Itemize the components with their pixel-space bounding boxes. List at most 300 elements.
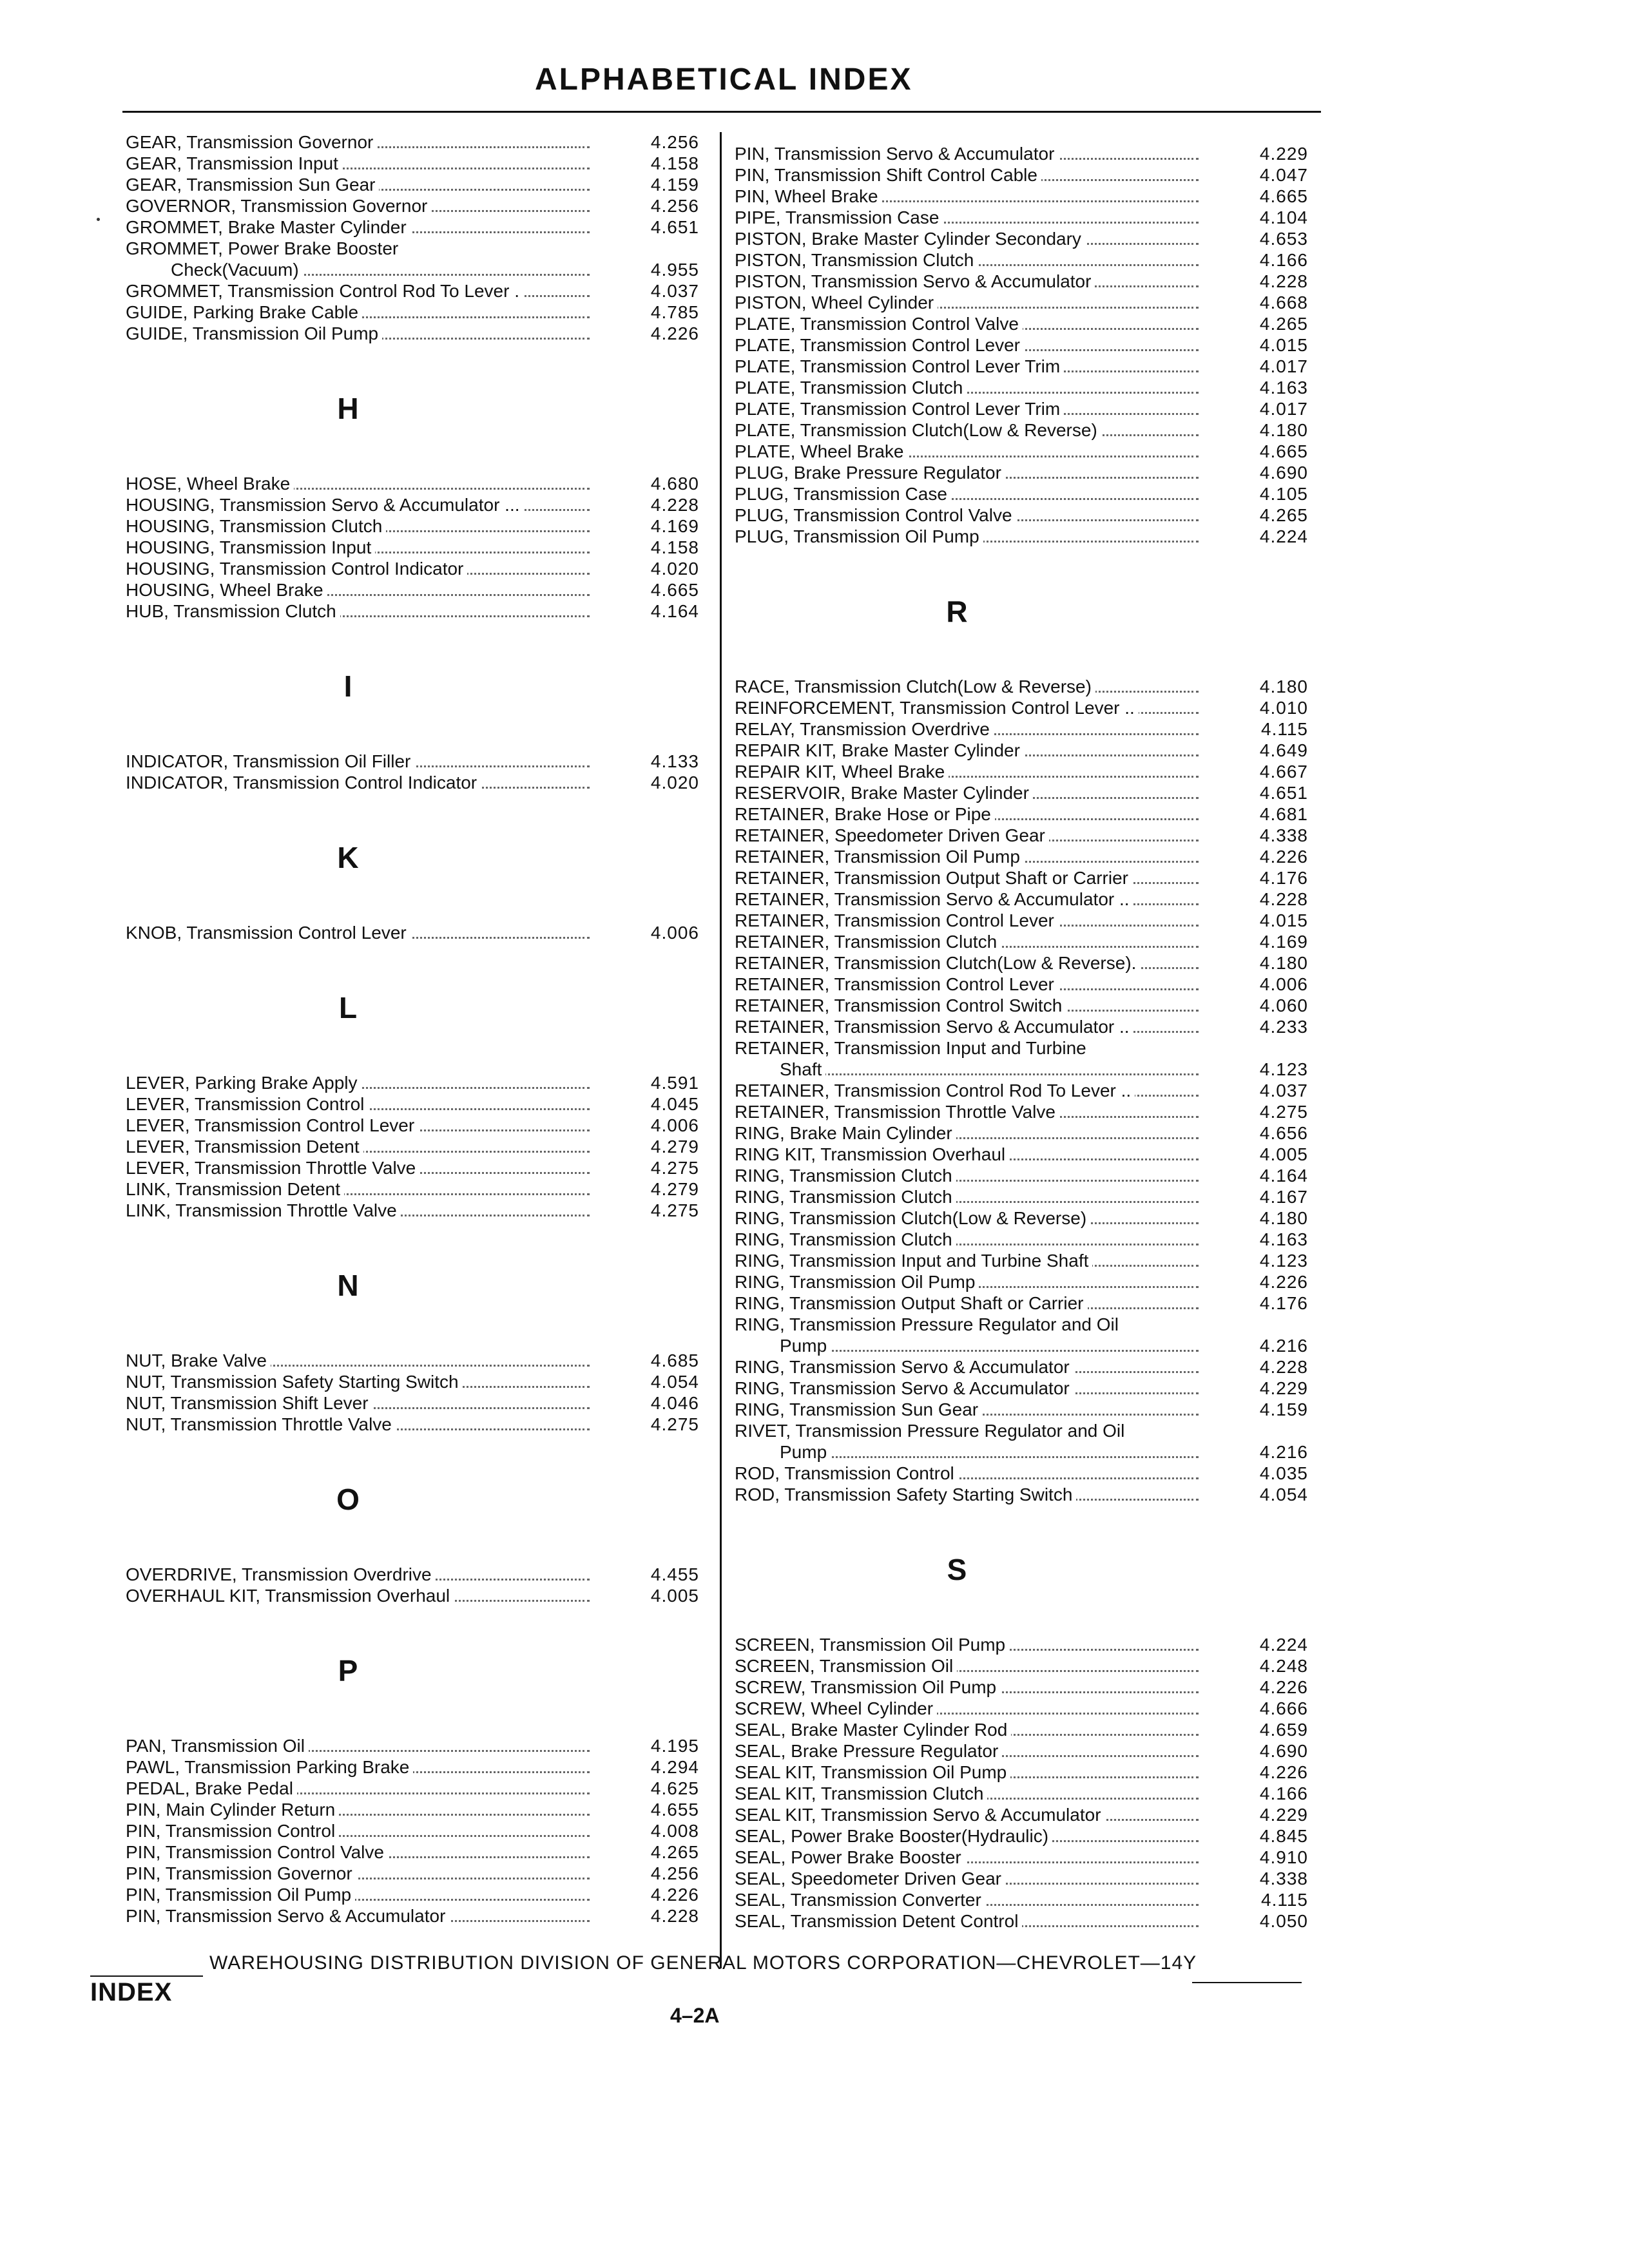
entry-page-number: 4.159 <box>1253 1399 1308 1420</box>
entry-page-number: 4.294 <box>644 1756 699 1778</box>
index-entry <box>735 974 1327 995</box>
entry-text: KNOB, Transmission Control Lever <box>126 923 410 943</box>
entry-text: GEAR, Transmission Sun Gear <box>126 175 379 195</box>
index-entry <box>126 302 718 323</box>
index-entry <box>126 494 718 515</box>
entry-text: PLATE, Wheel Brake <box>735 441 907 461</box>
entry-page-number: 4.037 <box>644 280 699 302</box>
entry-page-number: 4.158 <box>644 537 699 558</box>
index-entry-continuation <box>126 259 718 280</box>
entry-text: RING, Transmission Clutch <box>735 1229 956 1249</box>
entry-page-number: 4.665 <box>1253 186 1308 207</box>
entry-text: RETAINER, Transmission Clutch(Low & Reverse). <box>735 953 1140 973</box>
index-entry <box>735 483 1327 505</box>
entry-page-number: 4.955 <box>644 259 699 280</box>
index-entry <box>735 1783 1327 1804</box>
entry-text: REPAIR KIT, Brake Master Cylinder <box>735 740 1024 760</box>
index-entry <box>735 1719 1327 1740</box>
index-entry <box>735 1271 1327 1293</box>
section-letter: K <box>337 841 359 874</box>
index-entry <box>735 1122 1327 1144</box>
index-entry <box>735 718 1327 740</box>
entry-page-number: 4.279 <box>644 1178 699 1200</box>
entry-page-number: 4.104 <box>1253 207 1308 228</box>
entry-page-number: 4.651 <box>644 216 699 238</box>
entry-page-number: 4.159 <box>644 174 699 195</box>
entry-text: NUT, Transmission Safety Starting Switch <box>126 1372 463 1392</box>
index-entry <box>735 505 1327 526</box>
entry-page-number: 4.169 <box>644 515 699 537</box>
entry-text: HOUSING, Transmission Input <box>126 537 375 557</box>
entry-text: REPAIR KIT, Wheel Brake <box>735 762 949 782</box>
index-entry <box>126 1820 718 1841</box>
index-entry <box>735 1847 1327 1868</box>
index-entry <box>126 131 718 153</box>
entry-text: SCREEN, Transmission Oil <box>735 1656 957 1676</box>
index-entry <box>126 558 718 579</box>
entry-page-number: 4.228 <box>1253 1356 1308 1378</box>
index-entry <box>735 740 1327 761</box>
index-entry <box>735 782 1327 803</box>
entry-text: PIN, Transmission Servo & Accumulator <box>735 144 1058 164</box>
entry-text: HOSE, Wheel Brake <box>126 474 294 494</box>
entry-page-number: 4.265 <box>1253 313 1308 334</box>
entry-text: PIPE, Transmission Case <box>735 207 943 227</box>
index-entry <box>126 1093 718 1115</box>
index-entry <box>735 931 1327 952</box>
index-entry <box>735 1463 1327 1484</box>
entry-page-number: 4.123 <box>1253 1059 1308 1080</box>
index-entry <box>735 1889 1327 1910</box>
entry-text: PIN, Transmission Shift Control Cable <box>735 165 1041 185</box>
entry-text: SEAL, Transmission Converter <box>735 1890 985 1910</box>
entry-text: RING, Transmission Oil Pump <box>735 1272 979 1292</box>
entry-page-number: 4.123 <box>1253 1250 1308 1271</box>
entry-page-number: 4.050 <box>1253 1910 1308 1932</box>
index-entry <box>126 1756 718 1778</box>
entry-page-number: 4.659 <box>1253 1719 1308 1740</box>
entry-text: PISTON, Wheel Cylinder <box>735 293 938 312</box>
page-title: ALPHABETICAL INDEX <box>535 62 913 97</box>
entry-page-number: 4.005 <box>1253 1144 1308 1165</box>
index-entry <box>735 1207 1327 1229</box>
index-entry <box>735 1314 1327 1335</box>
entry-page-number: 4.020 <box>644 558 699 579</box>
entry-page-number: 4.275 <box>644 1414 699 1435</box>
index-entry <box>126 238 718 259</box>
entry-text: RING, Brake Main Cylinder <box>735 1123 956 1143</box>
index-entry <box>126 1564 718 1585</box>
entry-page-number: 4.115 <box>1255 1889 1308 1910</box>
entry-text: RING, Transmission Clutch <box>735 1166 956 1186</box>
entry-text: RING, Transmission Output Shaft or Carrier <box>735 1293 1088 1313</box>
index-entry <box>735 676 1327 697</box>
entry-page-number: 4.667 <box>1253 761 1308 782</box>
entry-text: RETAINER, Transmission Output Shaft or Carrier <box>735 868 1132 888</box>
index-entry <box>735 1634 1327 1655</box>
entry-text: SCREW, Transmission Oil Pump <box>735 1677 1000 1697</box>
entry-page-number: 4.338 <box>1253 1868 1308 1889</box>
left-index-column <box>126 131 718 1927</box>
entry-text: RING, Transmission Clutch <box>735 1187 956 1207</box>
entry-page-number: 4.176 <box>1253 867 1308 889</box>
entry-page-number: 4.158 <box>644 153 699 174</box>
entry-page-number: 4.226 <box>1253 1677 1308 1698</box>
section-letter: H <box>337 392 359 425</box>
entry-text: RETAINER, Transmission Control Lever <box>735 974 1058 994</box>
index-entry <box>735 995 1327 1016</box>
index-entry <box>735 1655 1327 1677</box>
entry-text: PLUG, Transmission Oil Pump <box>735 526 983 546</box>
index-entry <box>126 1200 718 1221</box>
entry-text: SEAL KIT, Transmission Clutch <box>735 1783 987 1803</box>
index-entry <box>735 761 1327 782</box>
index-entry <box>126 1072 718 1093</box>
entry-text: PIN, Transmission Servo & Accumulator <box>126 1906 449 1926</box>
entry-page-number: 4.256 <box>644 1863 699 1884</box>
index-entry <box>735 356 1327 377</box>
entry-text: RETAINER, Transmission Control Rod To Lever .. <box>735 1081 1135 1100</box>
entry-text: GROMMET, Transmission Control Rod To Lever . <box>126 281 523 301</box>
index-entry <box>735 377 1327 398</box>
index-entry <box>735 207 1327 228</box>
entry-text: SEAL, Speedometer Driven Gear <box>735 1869 1005 1888</box>
entry-page-number: 4.226 <box>1253 1271 1308 1293</box>
entry-text: PIN, Main Cylinder Return <box>126 1800 339 1820</box>
index-entry <box>126 1178 718 1200</box>
index-entry <box>735 1378 1327 1399</box>
entry-page-number: 4.233 <box>1253 1016 1308 1037</box>
entry-page-number: 4.164 <box>644 601 699 622</box>
entry-text: SEAL, Power Brake Booster <box>735 1847 965 1867</box>
entry-page-number: 4.910 <box>1253 1847 1308 1868</box>
entry-text: RETAINER, Transmission Oil Pump <box>735 847 1024 867</box>
section-letter: O <box>336 1483 360 1516</box>
entry-page-number: 4.105 <box>1253 483 1308 505</box>
entry-page-number: 4.054 <box>1253 1484 1308 1505</box>
index-entry <box>126 1115 718 1136</box>
entry-page-number: 4.006 <box>1253 974 1308 995</box>
entry-page-number: 4.455 <box>644 1564 699 1585</box>
entry-text: RETAINER, Brake Hose or Pipe <box>735 804 995 824</box>
index-entry <box>126 601 718 622</box>
index-entry <box>126 195 718 216</box>
index-entry <box>735 1740 1327 1762</box>
entry-page-number: 4.054 <box>644 1371 699 1392</box>
entry-page-number: 4.164 <box>1253 1165 1308 1186</box>
entry-page-number: 4.229 <box>1253 1378 1308 1399</box>
entry-page-number: 4.226 <box>644 323 699 344</box>
entry-page-number: 4.015 <box>1253 910 1308 931</box>
entry-page-number: 4.224 <box>1253 1634 1308 1655</box>
entry-page-number: 4.655 <box>644 1799 699 1820</box>
entry-page-number: 4.169 <box>1253 931 1308 952</box>
section-letter: N <box>337 1269 359 1302</box>
index-entry <box>126 1157 718 1178</box>
entry-text: Shaft <box>735 1059 825 1079</box>
index-entry <box>735 1250 1327 1271</box>
index-entry <box>126 1884 718 1905</box>
index-entry-continuation <box>735 1059 1327 1080</box>
entry-text: PIN, Transmission Control <box>126 1821 339 1841</box>
entry-text: RETAINER, Transmission Servo & Accumulator .. <box>735 1017 1133 1037</box>
entry-text: RETAINER, Transmission Input and Turbine <box>735 1038 1090 1058</box>
entry-text: ROD, Transmission Control <box>735 1463 958 1483</box>
entry-page-number: 4.166 <box>1253 249 1308 271</box>
index-entry <box>735 1804 1327 1825</box>
entry-page-number: 4.047 <box>1253 164 1308 186</box>
entry-page-number: 4.275 <box>644 1200 699 1221</box>
entry-text: GOVERNOR, Transmission Governor <box>126 196 431 216</box>
entry-page-number: 4.163 <box>1253 377 1308 398</box>
entry-text: LEVER, Transmission Throttle Valve <box>126 1158 419 1178</box>
index-entry-continuation <box>735 1335 1327 1356</box>
entry-text: INDICATOR, Transmission Oil Filler <box>126 751 414 771</box>
entry-text: PIN, Transmission Control Valve <box>126 1842 388 1862</box>
index-entry <box>126 1841 718 1863</box>
entry-text: LEVER, Transmission Detent <box>126 1137 363 1157</box>
entry-page-number: 4.680 <box>644 473 699 494</box>
entry-page-number: 4.180 <box>1253 676 1308 697</box>
entry-page-number: 4.265 <box>1253 505 1308 526</box>
entry-text: REINFORCEMENT, Transmission Control Lever .. <box>735 698 1139 718</box>
index-entry <box>126 1371 718 1392</box>
index-entry <box>735 803 1327 825</box>
entry-text: PLATE, Transmission Control Lever Trim <box>735 399 1064 419</box>
column-divider <box>720 132 722 1968</box>
entry-text: RING, Transmission Pressure Regulator and Oil <box>735 1314 1123 1334</box>
index-entry <box>126 537 718 558</box>
index-entry <box>735 1868 1327 1889</box>
publisher-line: WAREHOUSING DISTRIBUTION DIVISION OF GENERAL MOTORS CORPORATION—CHEVROLET—14Y <box>209 1952 1197 1974</box>
entry-text: HOUSING, Transmission Clutch <box>126 516 386 536</box>
index-entry <box>126 1863 718 1884</box>
entry-text: HOUSING, Wheel Brake <box>126 580 327 600</box>
index-entry <box>735 1016 1327 1037</box>
index-entry <box>126 1136 718 1157</box>
entry-page-number: 4.685 <box>644 1350 699 1371</box>
entry-text: RACE, Transmission Clutch(Low & Reverse) <box>735 677 1095 697</box>
right-index-column <box>735 143 1327 1932</box>
index-entry <box>735 164 1327 186</box>
entry-text: RETAINER, Transmission Control Lever <box>735 910 1058 930</box>
entry-page-number: 4.133 <box>644 751 699 772</box>
index-entry <box>126 751 718 772</box>
entry-page-number: 4.226 <box>1253 846 1308 867</box>
entry-page-number: 4.668 <box>1253 292 1308 313</box>
entry-page-number: 4.176 <box>1253 1293 1308 1314</box>
entry-text: LEVER, Transmission Control Lever <box>126 1115 418 1135</box>
index-entry <box>735 1399 1327 1420</box>
scan-speck <box>97 218 100 221</box>
entry-page-number: 4.653 <box>1253 228 1308 249</box>
entry-page-number: 4.017 <box>1253 356 1308 377</box>
entry-page-number: 4.224 <box>1253 526 1308 547</box>
title-rule <box>122 111 1321 113</box>
entry-text: PLUG, Transmission Control Valve <box>735 505 1016 525</box>
entry-text: PLUG, Brake Pressure Regulator <box>735 463 1005 483</box>
entry-text: PISTON, Transmission Servo & Accumulator <box>735 271 1095 291</box>
entry-page-number: 4.625 <box>644 1778 699 1799</box>
index-entry <box>735 697 1327 718</box>
entry-page-number: 4.020 <box>644 772 699 793</box>
index-entry <box>735 1165 1327 1186</box>
index-entry <box>126 1778 718 1799</box>
entry-text: RETAINER, Transmission Throttle Valve <box>735 1102 1059 1122</box>
entry-text: SCREW, Wheel Cylinder <box>735 1698 937 1718</box>
index-entry <box>126 1414 718 1435</box>
entry-text: RIVET, Transmission Pressure Regulator and Oil <box>735 1421 1128 1441</box>
entry-text: RING, Transmission Clutch(Low & Reverse) <box>735 1208 1090 1228</box>
entry-page-number: 4.248 <box>1253 1655 1308 1677</box>
entry-text: SCREEN, Transmission Oil Pump <box>735 1635 1009 1655</box>
entry-page-number: 4.665 <box>644 579 699 601</box>
entry-page-number: 4.005 <box>644 1585 699 1606</box>
entry-text: PLATE, Transmission Control Lever <box>735 335 1024 355</box>
entry-page-number: 4.256 <box>644 195 699 216</box>
entry-text: RING, Transmission Input and Turbine Shaft <box>735 1251 1092 1271</box>
entry-page-number: 4.166 <box>1253 1783 1308 1804</box>
index-entry <box>735 846 1327 867</box>
entry-text: RING, Transmission Servo & Accumulator <box>735 1357 1074 1377</box>
entry-page-number: 4.845 <box>1253 1825 1308 1847</box>
entry-page-number: 4.279 <box>644 1136 699 1157</box>
entry-page-number: 4.045 <box>644 1093 699 1115</box>
index-entry <box>735 143 1327 164</box>
index-entry <box>735 1037 1327 1059</box>
entry-page-number: 4.017 <box>1253 398 1308 419</box>
entry-text: PLATE, Transmission Clutch <box>735 378 967 398</box>
entry-page-number: 4.275 <box>1253 1101 1308 1122</box>
entry-text: LEVER, Transmission Control <box>126 1094 368 1114</box>
entry-page-number: 4.195 <box>644 1735 699 1756</box>
index-entry <box>735 186 1327 207</box>
section-label: INDEX <box>90 1978 173 2006</box>
index-entry <box>735 271 1327 292</box>
entry-text: PLATE, Transmission Clutch(Low & Reverse) <box>735 420 1101 440</box>
entry-text: GUIDE, Parking Brake Cable <box>126 302 362 322</box>
index-entry <box>735 889 1327 910</box>
entry-text: PISTON, Transmission Clutch <box>735 250 978 270</box>
index-entry <box>126 1350 718 1371</box>
entry-page-number: 4.046 <box>644 1392 699 1414</box>
entry-page-number: 4.035 <box>1253 1463 1308 1484</box>
entry-text: Pump <box>735 1336 831 1356</box>
entry-text: OVERHAUL KIT, Transmission Overhaul <box>126 1586 454 1606</box>
entry-text: SEAL, Brake Pressure Regulator <box>735 1741 1002 1761</box>
index-entry <box>735 1144 1327 1165</box>
index-entry <box>126 1585 718 1606</box>
index-entry <box>735 1762 1327 1783</box>
entry-text: LINK, Transmission Detent <box>126 1179 344 1199</box>
entry-text: GEAR, Transmission Governor <box>126 132 377 152</box>
index-entry <box>735 910 1327 931</box>
index-entry <box>735 1420 1327 1441</box>
section-letter: S <box>947 1553 967 1586</box>
section-letter: L <box>338 991 358 1024</box>
entry-page-number: 4.163 <box>1253 1229 1308 1250</box>
index-entry <box>735 1101 1327 1122</box>
index-entry <box>735 462 1327 483</box>
entry-text: PEDAL, Brake Pedal <box>126 1778 297 1798</box>
index-entry <box>735 1293 1327 1314</box>
index-entry <box>735 1229 1327 1250</box>
index-entry <box>126 772 718 793</box>
entry-text: LINK, Transmission Throttle Valve <box>126 1200 401 1220</box>
entry-page-number: 4.656 <box>1253 1122 1308 1144</box>
entry-page-number: 4.229 <box>1253 143 1308 164</box>
index-entry <box>735 1825 1327 1847</box>
entry-page-number: 4.167 <box>1253 1186 1308 1207</box>
index-entry <box>126 216 718 238</box>
entry-page-number: 4.651 <box>1253 782 1308 803</box>
index-entry <box>126 1392 718 1414</box>
index-entry <box>126 1799 718 1820</box>
index-entry <box>126 473 718 494</box>
entry-text: LEVER, Parking Brake Apply <box>126 1073 361 1093</box>
index-entry <box>735 334 1327 356</box>
index-entry <box>735 1356 1327 1378</box>
section-letter: I <box>343 669 352 703</box>
entry-text: RETAINER, Transmission Clutch <box>735 932 1001 952</box>
entry-page-number: 4.226 <box>1253 1762 1308 1783</box>
entry-text: PLUG, Transmission Case <box>735 484 951 504</box>
index-entry <box>735 1677 1327 1698</box>
entry-text: GEAR, Transmission Input <box>126 153 342 173</box>
entry-text: GROMMET, Brake Master Cylinder <box>126 217 410 237</box>
entry-page-number: 4.256 <box>644 131 699 153</box>
footer-rule-right <box>1192 1982 1302 1983</box>
entry-page-number: 4.681 <box>1253 803 1308 825</box>
index-entry <box>126 153 718 174</box>
index-entry <box>735 398 1327 419</box>
index-entry <box>126 922 718 943</box>
entry-page-number: 4.228 <box>644 1905 699 1927</box>
entry-text: PIN, Wheel Brake <box>735 186 882 206</box>
index-entry <box>735 952 1327 974</box>
entry-page-number: 4.216 <box>1253 1335 1308 1356</box>
section-letter: P <box>338 1654 358 1687</box>
index-entry <box>735 1698 1327 1719</box>
entry-page-number: 4.228 <box>644 494 699 515</box>
entry-text: HOUSING, Transmission Control Indicator <box>126 559 467 579</box>
index-entry <box>126 1905 718 1927</box>
entry-page-number: 4.785 <box>644 302 699 323</box>
index-entry <box>735 228 1327 249</box>
index-entry <box>126 1735 718 1756</box>
entry-text: NUT, Transmission Throttle Valve <box>126 1414 396 1434</box>
entry-text: SEAL KIT, Transmission Servo & Accumulator <box>735 1805 1105 1825</box>
index-entry <box>126 579 718 601</box>
entry-text: Check(Vacuum) <box>126 260 303 280</box>
index-entry <box>735 825 1327 846</box>
index-entry <box>735 867 1327 889</box>
entry-page-number: 4.690 <box>1253 462 1308 483</box>
entry-page-number: 4.216 <box>1253 1441 1308 1463</box>
entry-page-number: 4.275 <box>644 1157 699 1178</box>
entry-text: PAWL, Transmission Parking Brake <box>126 1757 413 1777</box>
entry-page-number: 4.006 <box>644 922 699 943</box>
index-entry <box>126 280 718 302</box>
entry-text: PISTON, Brake Master Cylinder Secondary <box>735 229 1085 249</box>
entry-page-number: 4.228 <box>1253 889 1308 910</box>
entry-page-number: 4.690 <box>1253 1740 1308 1762</box>
entry-page-number: 4.265 <box>644 1841 699 1863</box>
entry-text: SEAL, Brake Master Cylinder Rod <box>735 1720 1011 1740</box>
entry-text: ROD, Transmission Safety Starting Switch <box>735 1485 1076 1504</box>
entry-page-number: 4.006 <box>644 1115 699 1136</box>
entry-page-number: 4.115 <box>1255 718 1308 740</box>
